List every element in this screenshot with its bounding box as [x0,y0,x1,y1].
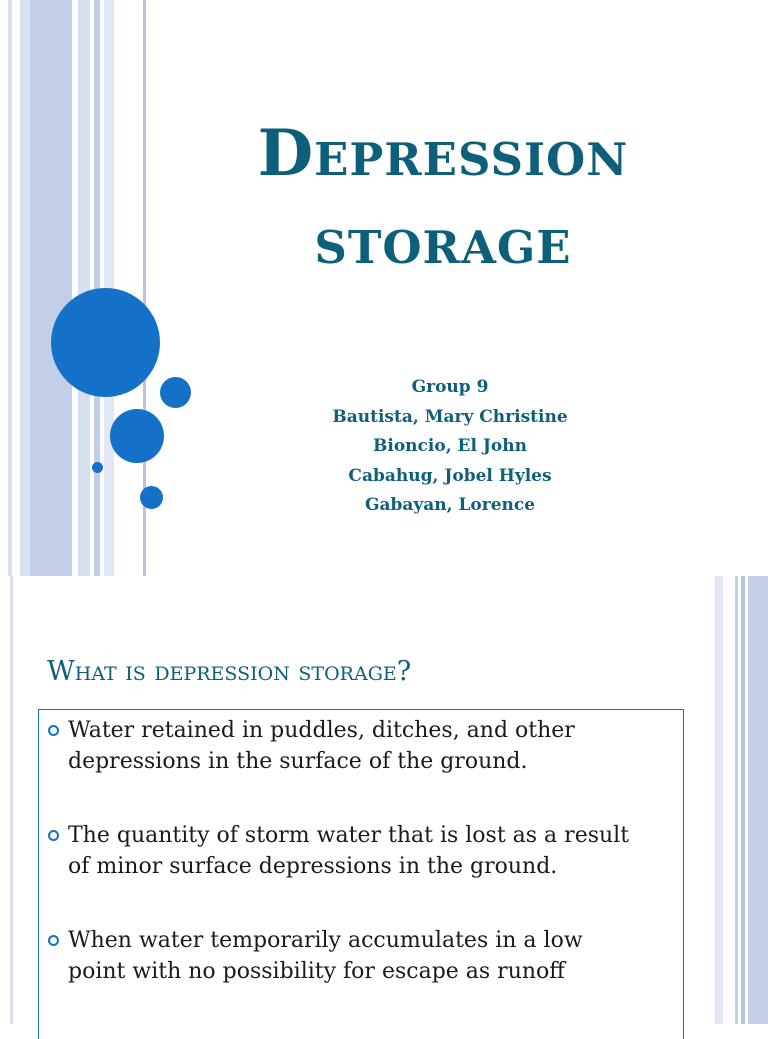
decor-stripe [715,576,723,1024]
member-name: Cabahug, Jobel Hyles [348,465,552,486]
decor-stripe [30,0,72,576]
slide-title [150,110,736,286]
bullet-circle-icon [48,830,59,841]
decor-circle-dot [92,462,103,473]
title-line-1: Depression [257,116,629,191]
bullet-text-line: When water temporarily accumulates in a low [68,928,583,953]
bullet-item [68,925,678,987]
bullet-text-line: Water retained in puddles, ditches, and other [68,718,575,743]
decor-stripe [78,0,90,576]
decor-stripe [20,0,30,576]
group-label: Group 9 [411,377,489,397]
decor-stripe [10,576,13,1024]
member-name: Bioncio, El John [373,436,527,456]
member-name: Gabayan, Lorence [364,495,536,515]
bullet-circle-icon [48,725,59,736]
bullet-text-line: depressions in the surface of the ground. [68,749,528,774]
bullet-item [68,820,678,882]
bullet-text-line: The quantity of storm water that is lost as a result [68,823,630,848]
decor-stripe [741,576,745,1024]
decor-circle-large [51,288,160,397]
bullet-circle-icon [48,935,59,946]
bullet-text-line: of minor surface depressions in the ground. [68,854,558,879]
bullet-item [68,715,678,777]
bullet-text-line: point with no possibility for escape as runoff [68,959,565,984]
decor-stripe [735,576,738,1024]
decor-stripe [748,576,768,1024]
title-line-2: storage [314,204,572,279]
member-name: Bautista, Mary Christine [332,406,568,427]
decor-stripe [8,0,12,576]
slide-heading: What is depression storage? [47,656,412,687]
group-members [150,373,750,521]
